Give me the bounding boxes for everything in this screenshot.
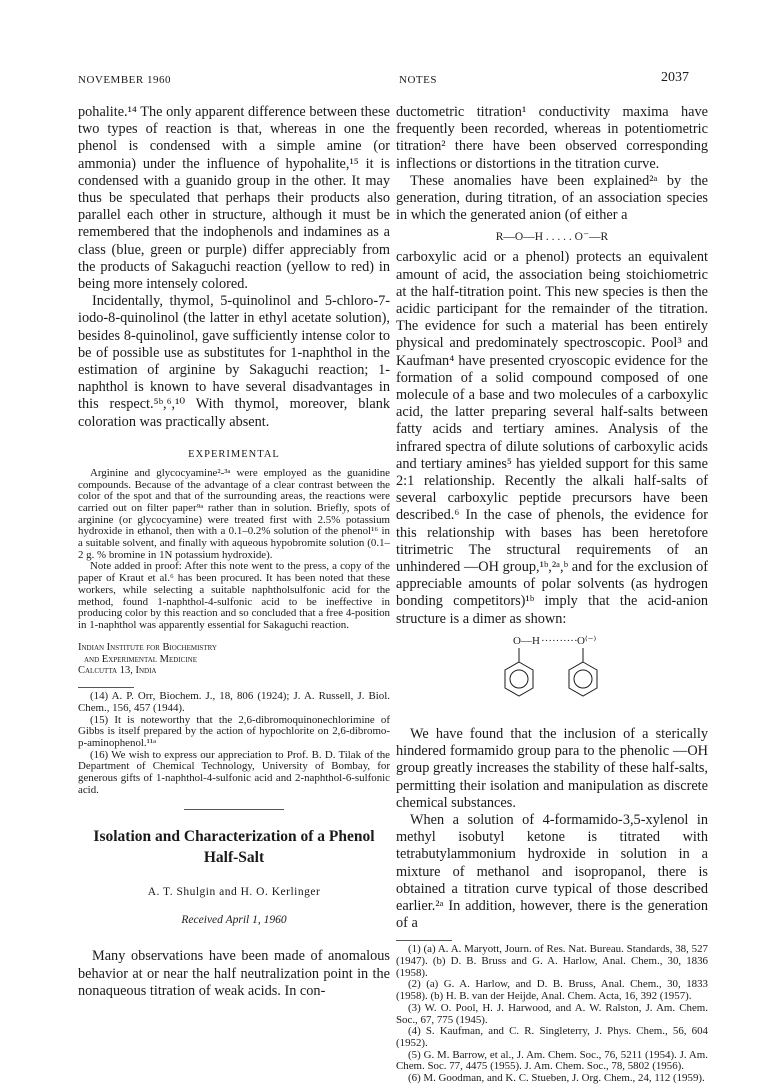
section-heading: EXPERIMENTAL xyxy=(188,448,280,460)
structure-hydrogen-bond: ·········· xyxy=(541,634,578,647)
paragraph: These anomalies have been explained²ᵃ by the generation, during titration, of an association species in which the generated anion (of either a xyxy=(396,172,708,224)
article-divider xyxy=(184,809,284,810)
footnote-rule xyxy=(396,940,452,941)
experimental-text: Arginine and glycocyamine²‑³ᵃ were employed as the guanidine compounds. Because of the advantage of a clear contrast between the color of the spot and that of the surrounding areas, the reactions were carried out on filter paper⁹ᵃ rather than in solution. Briefly, spots of arginine (or glycocyamine) were treated first with 2.5% potassium hydroxide in ethanol, then with a 0.1–0.2% solution of the phenol¹⁶ in a suitable solvent, and finally with aqueous hypobromite solution (0.1–2 g. % bromine in 1N potassium hydroxide). xyxy=(78,466,390,561)
running-header-date: NOVEMBER 1960 xyxy=(78,74,171,86)
institution-line: Indian Institute for Biochemistry xyxy=(78,641,217,653)
reference: (3) W. O. Pool, H. J. Harwood, and A. W. Ralston, J. Am. Chem. Soc., 67, 775 (1945). xyxy=(396,1001,708,1026)
article-title: Isolation and Characterization of a Phenol Half-Salt xyxy=(93,828,375,867)
paragraph: Incidentally, thymol, 5-quinolinol and 5-chloro-7-iodo-8-quinolinol (the latter in ethyl acetate solution), besides 8-quinolinol, gave sufficiently intense color to be of possible use as substitutes for 1-naphthol in the estimation of arginine by Sakaguchi reaction; 1-naphthol is known to have several disadvantages in this respect.⁵ᵇ,⁶,¹⁰ With thymol, moreover, blank coloration was practically absent. xyxy=(78,293,390,430)
paragraph: pohalite.¹⁴ The only apparent difference between these two types of reaction is that, whereas in one the phenol is condensed with a simple amine (or ammonia) under the influence of hypohalite,¹⁵ it is condensed with a guanido group in the other. It may thus be speculated that perhaps their products also parallel each other in structure, although it must be remembered that the indophenols and indamines as a class (blue, green or purple) differ appreciably from the products of Sakaguchi reaction (yellow to red) in being more intensely colored. xyxy=(78,104,390,293)
benzene-ring-right xyxy=(569,648,597,696)
right-column xyxy=(396,104,708,1085)
paragraph: We have found that the inclusion of a sterically hindered formamido group para to the phenolic —OH group greatly increases the stability of these half-salts, permitting their isolation and manipulation as discrete chemical substances. xyxy=(396,725,708,811)
footnote: (14) A. P. Orr, Biochem. J., 18, 806 (1924); J. A. Russell, J. Biol. Chem., 156, 457 (1944). xyxy=(78,690,390,714)
paragraph: carboxylic acid or a phenol) protects an equivalent amount of acid, the association being stoichiometric at the half-titration point. This new species is then the acidic participant for the remainder of the titration. The evidence for such a material has been entirely physical and predominately spectroscopic. Pool³ and Kaufman⁴ have presented cryoscopic evidence for the formation of a solid compound composed of one molecule of a base and two molecules of a carboxylic acid, the latter preparing several half-salts between fatty acids and tertiary amines. Analysis of the infrared spectra of dilute solutions of carboxylic acids and tertiary amines⁵ has yielded support for this same 2:1 relationship. Recently the alkali half-salts of several carboxylic peptide precursors have been described.⁶ In the case of phenols, the evidence for this relationship with bases has been heretofore titrimetric The structural requirements of an unhindered —OH group,¹ᵇ,²ᵃ,ᵇ and for the exclusion of appreciable amounts of polar solvents (as hydrogen bonding competitors)¹ᵇ imply that the acid-anion structure is a dimer as shown: xyxy=(396,249,708,627)
reference: (6) M. Goodman, and K. C. Stueben, J. Org. Chem., 24, 112 (1959). xyxy=(408,1072,705,1085)
reference-list xyxy=(396,944,708,1084)
reference: (5) G. M. Barrow, et al., J. Am. Chem. Soc., 76, 5211 (1954). J. Am. Chem. Soc. 77, 4475 (1955). J. Am. Chem. Soc., 78, 5802 (1956). xyxy=(396,1048,708,1073)
received-date: Received April 1, 1960 xyxy=(181,914,287,927)
running-header-section: NOTES xyxy=(399,74,437,86)
institution-address xyxy=(78,642,390,677)
reference: (1) (a) A. A. Maryott, Journ. of Res. Nat. Bureau. Standards, 38, 527 (1947). (b) D. B. Bruss and G. A. Harlow, Anal. Chem., 30, 1836 (1958). xyxy=(396,943,708,979)
institution-line: and Experimental Medicine xyxy=(84,653,197,665)
reference: (4) S. Kaufman, and C. R. Singleterry, J. Phys. Chem., 56, 604 (1952). xyxy=(396,1025,708,1049)
page-number: 2037 xyxy=(661,70,689,85)
footnote: (16) We wish to express our appreciation to Prof. B. D. Tilak of the Department of Chemical Technology, University of Bombay, for generous gifts of 1-naphthol-4-sulfonic acid and 2-naphthol-6-sulfonic acid. xyxy=(78,748,390,796)
benzene-ring-left xyxy=(505,648,533,696)
paragraph: ductometric titration¹ conductivity maxima have frequently been recorded, whereas in potentiometric titration² there have been observed corresponding inflections or distortions in the titration curve. xyxy=(396,104,708,172)
phenol-dimer-structure xyxy=(477,628,627,720)
reference: (2) (a) G. A. Harlow, and D. B. Bruss, Anal. Chem., 30, 1833 (1958). (b) H. B. van der Heijde, Anal. Chem. Acta, 16, 392 (1957). xyxy=(396,978,708,1003)
footnote-rule xyxy=(78,687,134,688)
structure-label-anion: O⁽⁻⁾ xyxy=(577,634,597,647)
paragraph: When a solution of 4-formamido-3,5-xylenol in methyl isobutyl ketone is titrated with tetrabutylammonium hydroxide in solution in a mixture of methanol and isopropanol, there is obtained a titration curve typical of those described earlier.²ᵃ In addition, however, there is the generation of a xyxy=(396,811,708,932)
left-column xyxy=(78,104,390,1000)
association-equation: R—O—H . . . . . O⁻—R xyxy=(495,231,609,244)
note-added-in-proof: Note added in proof: After this note went to the press, a copy of the paper of Kraut et al.⁶ has been procured. It has been noted that these workers, while selecting a suitable naphtholsulfonic acid for the method, found 1-naphthol-4-sulfonic acid to be ineffective in producing color by this reaction and so concluded that a free 4-position in 1-naphthol was apparently essential for Sakaguchi reaction. xyxy=(78,560,390,631)
paragraph: Many observations have been made of anomalous behavior at or near the half neutralization point in the nonaqueous titration of weak acids. In con- xyxy=(78,948,390,999)
article-authors: A. T. Shulgin and H. O. Kerlinger xyxy=(147,886,321,899)
footnote: (15) It is noteworthy that the 2,6-dibromoquinonechlorimine of Gibbs is itself prepared by the action of hypochlorite on 2,6-dibromo-p-aminophenol.¹¹ᵃ xyxy=(78,713,390,749)
structure-label-oh: O—H xyxy=(513,634,540,647)
institution-line: Calcutta 13, India xyxy=(78,665,157,677)
